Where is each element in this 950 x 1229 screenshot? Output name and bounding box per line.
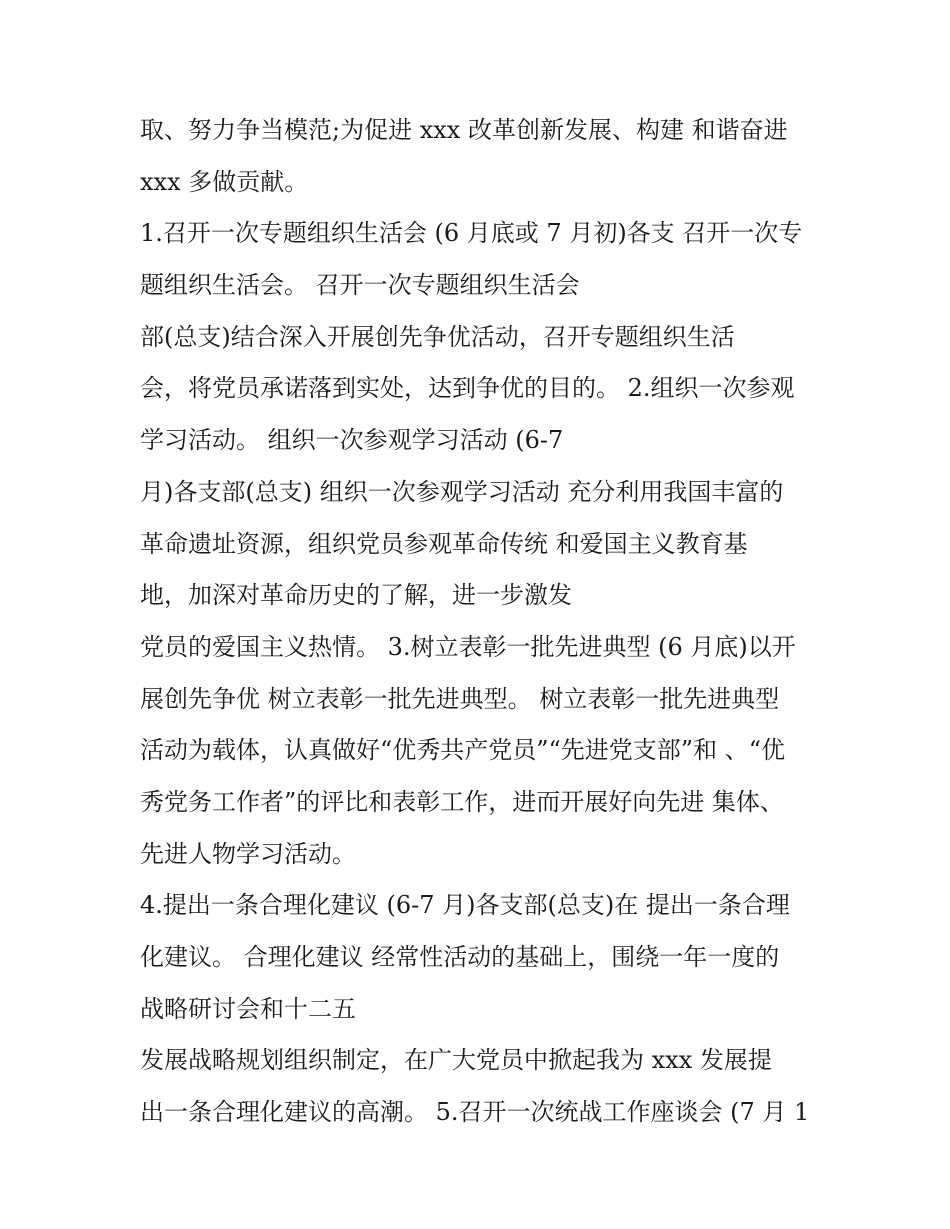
- text-line: 部(总支)结合深入开展创先争优活动，召开专题组织生活: [140, 322, 735, 351]
- text-line: 题组织生活会。 召开一次专题组织生活会: [140, 271, 580, 300]
- text-line: 化建议。 合理化建议 经常性活动的基础上，围绕一年一度的: [140, 943, 780, 971]
- text-line: xxx 多做贡献。: [140, 167, 309, 196]
- text-line: 地，加深对革命历史的了解，进一步激发: [140, 581, 572, 610]
- text-line: 取、努力争当模范;为促进 xxx 改革创新发展、构建 和谐奋进: [140, 116, 788, 144]
- text-line: 党员的爱国主义热情。 3.树立表彰一批先进典型 (6 月底)以开: [140, 632, 796, 661]
- text-line: 革命遗址资源，组织党员参观革命传统 和爱国主义教育基: [140, 529, 748, 558]
- text-line: 会，将党员承诺落到实处，达到争优的目的。 2.组织一次参观: [140, 374, 795, 403]
- text-line: 先进人物学习活动。: [140, 839, 356, 868]
- text-line: 展创先争优 树立表彰一批先进典型。 树立表彰一批先进典型: [140, 684, 780, 713]
- text-line: 发展战略规划组织制定，在广大党员中掀起我为 xxx 发展提: [140, 1046, 772, 1075]
- document-body: [140, 105, 830, 1139]
- text-line: 战略研讨会和十二五: [140, 994, 356, 1023]
- text-line: 4.提出一条合理化建议 (6-7 月)各支部(总支)在 提出一条合理: [140, 891, 790, 920]
- text-line: 月)各支部(总支) 组织一次参观学习活动 充分利用我国丰富的: [140, 477, 784, 506]
- text-line: 出一条合理化建议的高潮。 5.召开一次统战工作座谈会 (7 月 1: [140, 1098, 810, 1127]
- text-line: 活动为载体，认真做好“优秀共产党员”“先进党支部”和 、“优: [140, 736, 785, 765]
- text-line: 秀党务工作者”的评比和表彰工作，进而开展好向先进 集体、: [140, 787, 784, 816]
- text-line: 学习活动。 组织一次参观学习活动 (6-7: [140, 426, 564, 455]
- text-line: 1.召开一次专题组织生活会 (6 月底或 7 月初)各支 召开一次专: [140, 219, 803, 248]
